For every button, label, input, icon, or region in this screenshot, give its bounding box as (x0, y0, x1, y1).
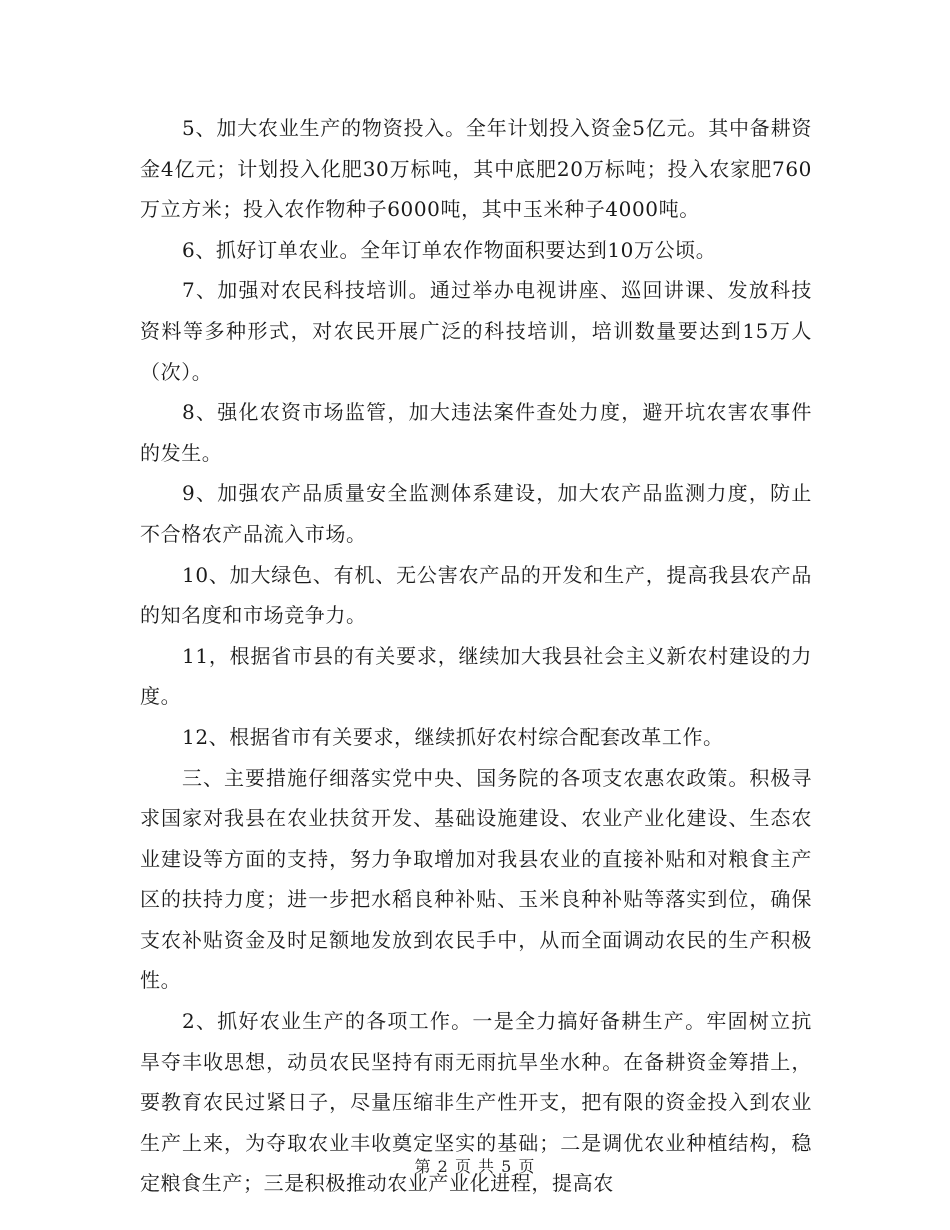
page-number-footer: 第 2 页 共 5 页 (414, 1157, 536, 1176)
paragraph-2-production-work: 2、抓好农业生产的各项工作。一是全力搞好备耕生产。牢固树立抗旱夺丰收思想，动员农民坚持有雨无雨抗旱坐水种。在备耕资金筹措上，要教育农民过紧日子，尽量压缩非生产性开支，把有限的资金投入到农业生产上来，为夺取农业丰收奠定坚实的基础；二是调优农业种植结构，稳定粮食生产；三是积极推动农业产业化进程，提高农 (140, 1009, 812, 1196)
paragraph-section-3-main-measures: 三、主要措施仔细落实党中央、国务院的各项支农惠农政策。积极寻求国家对我县在农业扶贫开发、基础设施建设、农业产业化建设、生态农业建设等方面的支持，努力争取增加对我县农业的直接补贴和对粮食主产区的扶持力度；进一步把水稻良种补贴、玉米良种补贴等落实到位，确保支农补贴资金及时足额地发放到农民手中，从而全面调动农民的生产积极性。 (140, 765, 812, 993)
paragraph-11-new-countryside: 11，根据省市县的有关要求，继续加大我县社会主义新农村建设的力度。 (140, 643, 812, 709)
paragraph-8-market-supervision: 8、强化农资市场监管，加大违法案件查处力度，避开坑农害农事件的发生。 (140, 400, 812, 465)
document-body (140, 108, 812, 1204)
paragraph-12-rural-reform: 12、根据省市有关要求，继续抓好农村综合配套改革工作。 (182, 724, 724, 749)
paragraph-9-quality-monitoring: 9、加强农产品质量安全监测体系建设，加大农产品监测力度，防止不合格农产品流入市场。 (140, 481, 812, 546)
paragraph-7-farmer-training: 7、加强对农民科技培训。通过举办电视讲座、巡回讲课、发放科技资料等多种形式，对农民开展广泛的科技培训，培训数量要达到15万人（次）。 (140, 278, 812, 384)
paragraph-10-green-products: 10、加大绿色、有机、无公害农产品的开发和生产，提高我县农产品的知名度和市场竞争力。 (140, 562, 812, 628)
paragraph-6-order-farming: 6、抓好订单农业。全年订单农作物面积要达到10万公顷。 (182, 237, 717, 262)
paragraph-5-material-input: 5、加大农业生产的物资投入。全年计划投入资金5亿元。其中备耕资金4亿元；计划投入化肥30万标吨，其中底肥20万标吨；投入农家肥760万立方米；投入农作物种子6000吨，其中玉米种子4000吨。 (140, 116, 812, 222)
